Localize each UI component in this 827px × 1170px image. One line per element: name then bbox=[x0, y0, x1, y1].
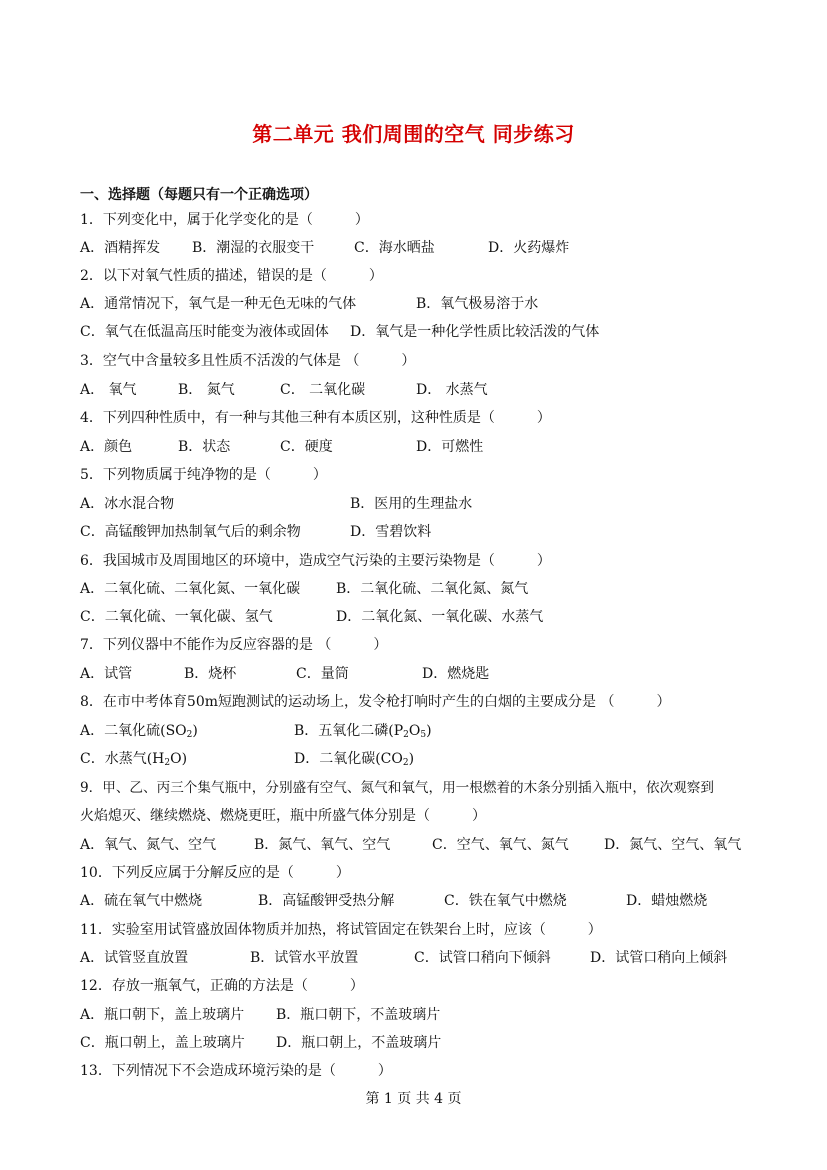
option-c: C．高锰酸钾加热制氧气后的剩余物 bbox=[80, 524, 301, 540]
option-c: C．瓶口朝上，盖上玻璃片 bbox=[80, 1035, 245, 1051]
option-b: B．瓶口朝下，不盖玻璃片 bbox=[276, 1007, 441, 1023]
option-a: A．颜色 bbox=[80, 439, 133, 455]
option-a-text: A．二氧化硫(SO bbox=[80, 723, 187, 739]
question-1-stem: 1．下列变化中，属于化学变化的是（ ） bbox=[80, 212, 369, 228]
option-d-end: ) bbox=[408, 751, 415, 767]
option-b-mid: O bbox=[408, 723, 421, 739]
question-9-stem-cont: 火焰熄灭、继续燃烧、燃烧更旺，瓶中所盛气体分别是（ ） bbox=[80, 808, 486, 824]
question-1-options bbox=[80, 238, 780, 258]
option-b: B． 氮气 bbox=[178, 382, 235, 398]
question-13-stem: 13．下列情况下不会造成环境污染的是（ ） bbox=[80, 1063, 392, 1079]
option-c-text: C．水蒸气(H bbox=[80, 751, 165, 767]
option-a: A．硫在氧气中燃烧 bbox=[80, 893, 203, 909]
option-a: A．试管竖直放置 bbox=[80, 950, 189, 966]
question-6-stem: 6．我国城市及周围地区的环境中，造成空气污染的主要污染物是（ ） bbox=[80, 553, 551, 569]
subscript: 2 bbox=[403, 730, 409, 740]
question-5-options-row2 bbox=[80, 522, 780, 542]
option-d: D．氮气、空气、氧气 bbox=[604, 837, 742, 853]
option-d: D．蜡烛燃烧 bbox=[626, 893, 708, 909]
option-b: B．氮气、氧气、空气 bbox=[254, 837, 391, 853]
question-4-stem: 4．下列四种性质中，有一种与其他三种有本质区别，这种性质是（ ） bbox=[80, 410, 551, 426]
option-b: B．高锰酸钾受热分解 bbox=[258, 893, 395, 909]
question-6-options-row2 bbox=[80, 607, 780, 627]
option-b: B．潮湿的衣服变干 bbox=[192, 240, 315, 256]
subscript: 2 bbox=[402, 758, 409, 768]
question-12-options-row1 bbox=[80, 1005, 780, 1025]
option-d: D．可燃性 bbox=[416, 439, 484, 455]
option-d: D．火药爆炸 bbox=[488, 240, 570, 256]
option-d: D．雪碧饮料 bbox=[350, 524, 432, 540]
option-c: C．硬度 bbox=[280, 439, 333, 455]
option-c: C． 二氧化碳 bbox=[280, 382, 366, 398]
option-b: B．医用的生理盐水 bbox=[350, 496, 473, 512]
question-12-stem: 12．存放一瓶氧气，正确的方法是（ ） bbox=[80, 978, 364, 994]
page-title: 第二单元 我们周围的空气 同步练习 bbox=[252, 122, 575, 146]
option-c: C．量筒 bbox=[296, 666, 349, 682]
option-a: A．二氧化硫、二氧化氮、一氧化碳 bbox=[80, 581, 301, 597]
option-a: A． 氧气 bbox=[80, 382, 137, 398]
question-7-stem: 7．下列仪器中不能作为反应容器的是 （ ） bbox=[80, 637, 388, 653]
question-9-stem: 9．甲、乙、丙三个集气瓶中，分别盛有空气、氮气和氧气，用一根燃着的木条分别插入瓶中，依次观察到 bbox=[80, 780, 714, 796]
option-c: C．海水晒盐 bbox=[354, 240, 435, 256]
option-b-end: ) bbox=[426, 723, 432, 739]
option-d: D．试管口稍向上倾斜 bbox=[590, 950, 728, 966]
page-footer: 第 1 页 共 4 页 bbox=[365, 1091, 462, 1107]
option-a: A．氧气、氮气、空气 bbox=[80, 837, 217, 853]
question-10-options bbox=[80, 891, 780, 911]
subscript: 2 bbox=[186, 730, 193, 740]
option-a: A．通常情况下，氧气是一种无色无味的气体 bbox=[80, 296, 357, 312]
question-3-stem: 3．空气中含量较多且性质不活泼的气体是 （ ） bbox=[80, 353, 416, 369]
question-9-options bbox=[80, 835, 780, 855]
option-c: C．氧气在低温高压时能变为液体或固体 bbox=[80, 324, 329, 340]
question-11-stem: 11．实验室用试管盛放固体物质并加热，将试管固定在铁架台上时，应该（ ） bbox=[80, 922, 602, 938]
option-c-end: O) bbox=[170, 751, 188, 767]
question-8-stem: 8．在市中考体育50m短跑测试的运动场上，发令枪打响时产生的白烟的主要成分是 （ ） bbox=[80, 694, 671, 710]
option-a-end: ) bbox=[192, 723, 198, 739]
option-a: A．冰水混合物 bbox=[80, 496, 175, 512]
subscript: 2 bbox=[164, 758, 171, 768]
question-5-stem: 5．下列物质属于纯净物的是（ ） bbox=[80, 467, 327, 483]
question-5-options-row1 bbox=[80, 494, 780, 514]
question-2-stem: 2．以下对氧气性质的描述，错误的是（ ） bbox=[80, 268, 383, 284]
option-b: B．氧气极易溶于水 bbox=[416, 296, 539, 312]
option-c: C．铁在氧气中燃烧 bbox=[444, 893, 567, 909]
question-3-options bbox=[80, 380, 780, 400]
option-b: B．烧杯 bbox=[184, 666, 237, 682]
question-10-stem: 10．下列反应属于分解反应的是（ ） bbox=[80, 865, 350, 881]
option-d: D．氧气是一种化学性质比较活泼的气体 bbox=[350, 324, 600, 340]
option-b bbox=[294, 721, 432, 745]
option-b: B．试管水平放置 bbox=[250, 950, 359, 966]
question-6-options-row1 bbox=[80, 579, 780, 599]
subscript: 5 bbox=[420, 730, 427, 740]
option-c: C．二氧化硫、一氧化碳、氢气 bbox=[80, 609, 273, 625]
section-heading: 一、选择题（每题只有一个正确选项） bbox=[80, 187, 318, 203]
option-b: B．二氧化硫、二氧化氮、氮气 bbox=[336, 581, 529, 597]
question-11-options bbox=[80, 948, 780, 968]
option-d: D．燃烧匙 bbox=[422, 666, 490, 682]
option-c: C．空气、氧气、氮气 bbox=[432, 837, 569, 853]
option-d: D． 水蒸气 bbox=[416, 382, 488, 398]
question-2-options-row1 bbox=[80, 294, 780, 314]
option-a: A．酒精挥发 bbox=[80, 240, 161, 256]
option-a: A．试管 bbox=[80, 666, 133, 682]
option-b: B．状态 bbox=[178, 439, 231, 455]
question-12-options-row2 bbox=[80, 1033, 780, 1053]
option-a bbox=[80, 721, 198, 745]
option-d: D．瓶口朝上，不盖玻璃片 bbox=[276, 1035, 442, 1051]
option-d-text: D．二氧化碳(CO bbox=[294, 751, 403, 767]
option-c: C．试管口稍向下倾斜 bbox=[414, 950, 551, 966]
question-8-options-row2 bbox=[80, 749, 780, 769]
question-7-options bbox=[80, 664, 780, 684]
option-c bbox=[80, 749, 187, 773]
option-d bbox=[294, 749, 414, 773]
option-a: A．瓶口朝下，盖上玻璃片 bbox=[80, 1007, 245, 1023]
question-2-options-row2 bbox=[80, 322, 780, 342]
option-d: D．二氧化氮、一氧化碳、水蒸气 bbox=[336, 609, 544, 625]
option-b-text: B．五氧化二磷(P bbox=[294, 723, 404, 739]
question-8-options-row1 bbox=[80, 721, 780, 741]
question-4-options bbox=[80, 437, 780, 457]
